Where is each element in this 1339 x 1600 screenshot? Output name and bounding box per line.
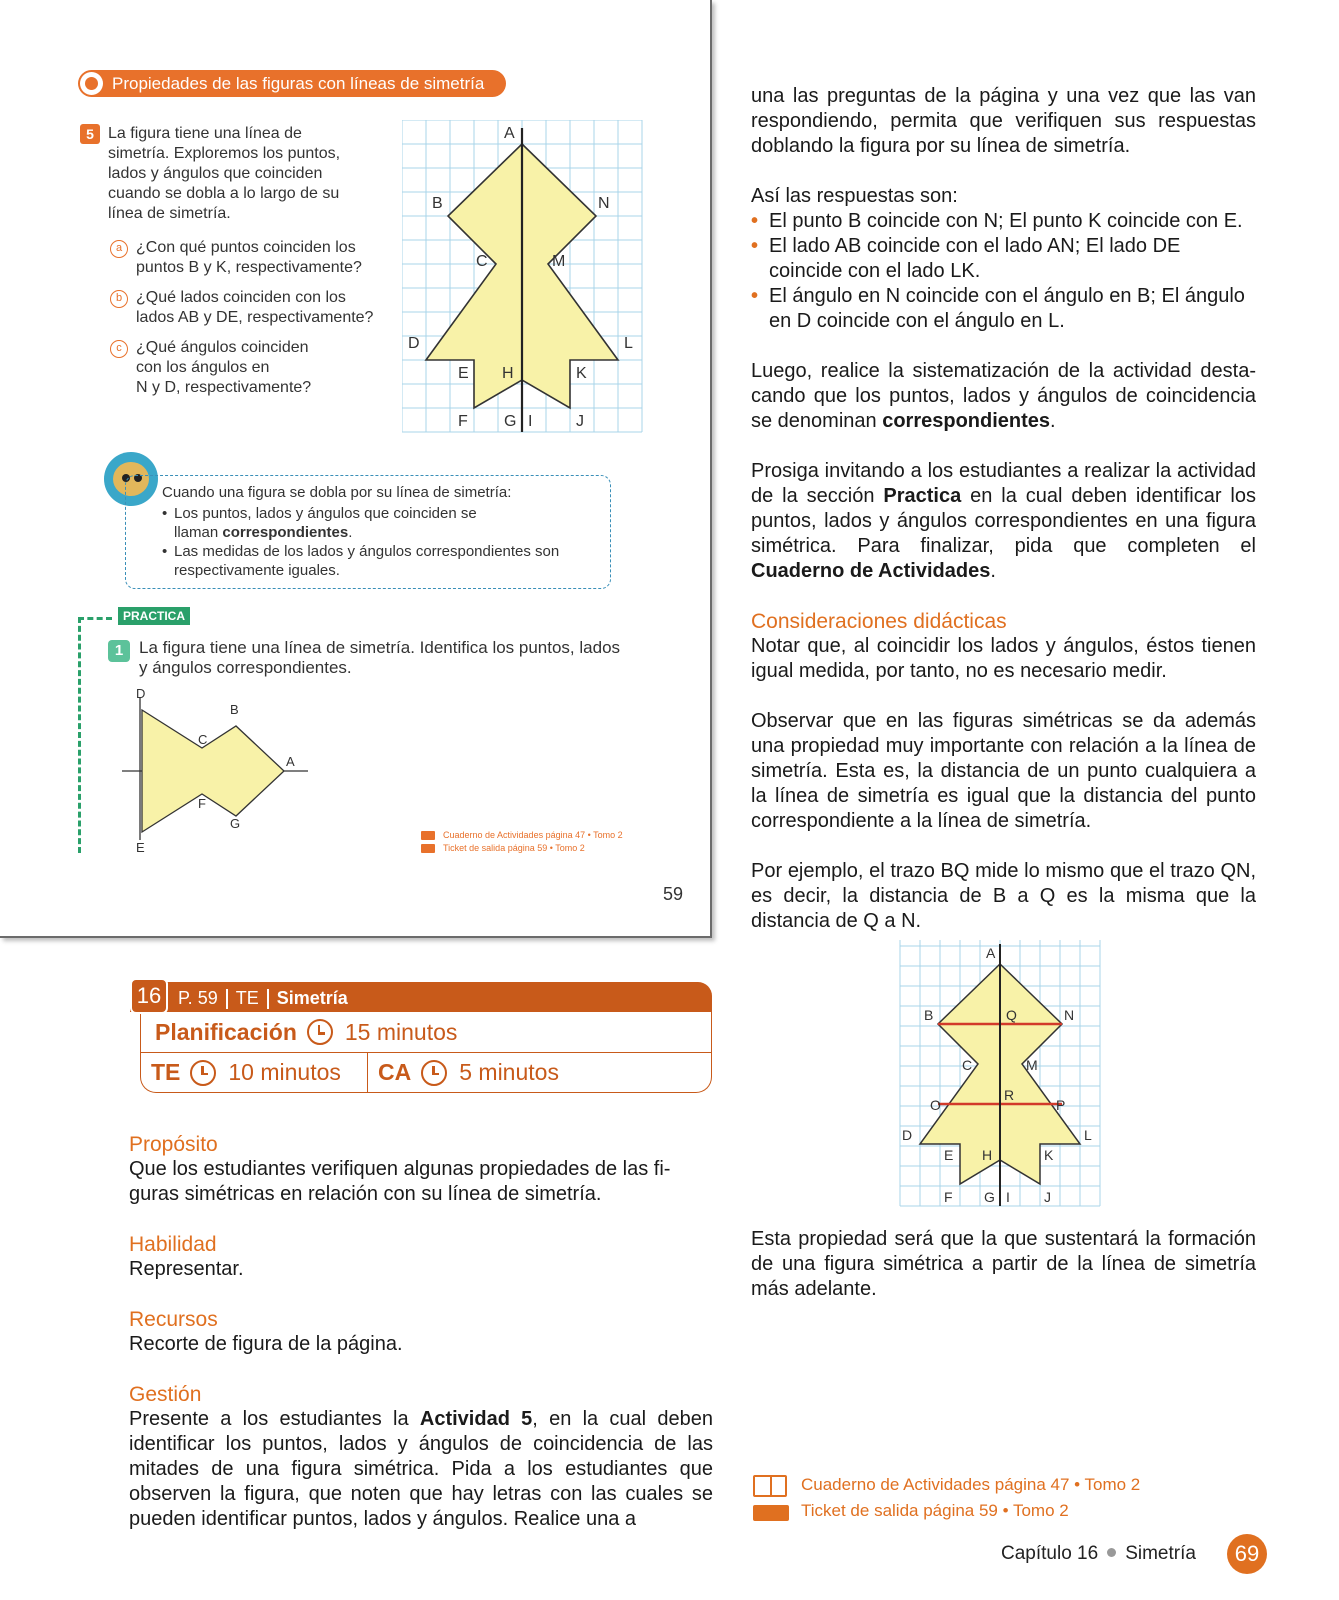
question-a: a ¿Con qué puntos coinciden los puntos B y K, respectivamente? bbox=[108, 238, 408, 278]
planning-table-header: 16 P. 59 TE Simetría bbox=[130, 982, 712, 1012]
label-c: C bbox=[476, 253, 488, 270]
label-b: B bbox=[230, 702, 239, 717]
label-c: C bbox=[198, 732, 208, 747]
open-book-icon bbox=[753, 1475, 787, 1497]
question-b: b ¿Qué lados coinciden con los lados AB y DE, respectivamente? bbox=[108, 288, 408, 328]
label-k: K bbox=[576, 365, 587, 382]
right-column-closing: Esta propiedad será que la que sustentará la formación de una figura simétrica a partir de la línea de simetría más adelante. bbox=[751, 1228, 1256, 1300]
label-b: B bbox=[924, 1007, 934, 1023]
info-box bbox=[125, 475, 611, 589]
symmetric-figure-grid bbox=[402, 120, 644, 436]
label-h: H bbox=[502, 365, 514, 382]
label-d: D bbox=[902, 1127, 913, 1143]
label-q: Q bbox=[1006, 1007, 1017, 1023]
label-a: A bbox=[504, 125, 515, 142]
gestion-paragraph: Presente a los estudiantes la Actividad 5, en la cual deben identificar los puntos, lados y ángulos de coincidencia de las mitades de una figura simétrica. Pida a los estudiantes que observen la figura, que noten que hay letras con las cuales se pueden identificar puntos, lados y ángulos. Realice una a bbox=[129, 1408, 713, 1530]
practica-number: 1 bbox=[108, 640, 130, 662]
label-l: L bbox=[624, 335, 633, 352]
label-n: N bbox=[598, 195, 610, 212]
book-page-number: 59 bbox=[663, 884, 684, 904]
label-d: D bbox=[136, 688, 146, 701]
info-item: • Los puntos, lados y ángulos que coinciden se llaman correspondientes. bbox=[162, 504, 610, 542]
section-title-tag bbox=[78, 70, 506, 97]
heading-habilidad: Habilidad bbox=[129, 1233, 217, 1256]
book-icon bbox=[421, 831, 435, 840]
label-i: I bbox=[528, 413, 533, 430]
answer-bullet: • El ángulo en N coincide con el ángulo en B; El ángulo en D coincide con el ángulo en L. bbox=[751, 284, 1256, 334]
time-split-row: TE 10 minutos CA 5 minutos bbox=[141, 1052, 711, 1092]
label-f: F bbox=[458, 413, 468, 430]
info-item: • Las medidas de los lados y ángulos correspondientes son respectivamente iguales. bbox=[162, 542, 610, 580]
label-f: F bbox=[944, 1189, 953, 1205]
page-number-badge: 69 bbox=[1227, 1534, 1267, 1574]
page-footer: Capítulo 16 Simetría bbox=[1001, 1543, 1196, 1564]
question-badge: b bbox=[110, 290, 128, 308]
label-i: I bbox=[1006, 1189, 1010, 1205]
heading-recursos: Recursos bbox=[129, 1308, 218, 1331]
separator-dot bbox=[1107, 1548, 1116, 1557]
student-book-page bbox=[0, 0, 712, 938]
label-g: G bbox=[984, 1189, 995, 1205]
activity-number: 5 bbox=[80, 124, 100, 144]
label-d: D bbox=[408, 335, 420, 352]
right-column: una las preguntas de la página y una vez que las van respondiendo, permita que verifiquen sus respuestas doblando la figura por su línea de simetría. Así las respuestas son: • El punto B coincide con N; El punto K coincide con E. • El lado AB coincide con el lado AN; El lado DE coincide con el lado LK. • El ángulo en N coincide con el ángulo en B; El ángulo en D coincide con el ángulo en L. Luego, realice la sistematización de la actividad destacando que los puntos, lados y ángulos de coincidencia se denominan correspondientes. Prosiga invitando a los estudiantes a realizar la actividad de la sección Practica en la cual deben identificar los puntos, lados y ángulos correspondientes en una figura simétrica. Para finalizar, pida que completen el Cuaderno de Actividades. Consideraciones didácticas Notar que, al coincidir los lados y ángulos, éstos tienen igual medida, por tanto, no es necesario medir. Observar que en las figuras simétricas se da además una propiedad muy importante con relación a la línea de simetría. Esta es, la distancia de un punto cualquiera a la línea de simetría es igual que la distancia del punto correspondiente a la línea de simetría. Por ejemplo, el trazo BQ mide lo mismo que el trazo QN, es decir, la distancia de B a Q es la misma que la distancia de Q a N. bbox=[751, 84, 1256, 934]
alarm-clock-icon bbox=[307, 1019, 333, 1045]
alarm-clock-icon bbox=[421, 1060, 447, 1086]
question-c: c ¿Qué ángulos coinciden con los ángulos en N y D, respectivamente? bbox=[108, 338, 408, 398]
info-title: Cuando una figura se dobla por su línea de simetría: bbox=[162, 484, 512, 501]
book-references: Cuaderno de Actividades página 47 • Tomo 2 Ticket de salida página 59 • Tomo 2 bbox=[421, 829, 623, 855]
label-j: J bbox=[1044, 1189, 1051, 1205]
label-h: H bbox=[982, 1147, 993, 1163]
label-f: F bbox=[198, 796, 206, 811]
label-m: M bbox=[1026, 1057, 1038, 1073]
ticket-icon bbox=[421, 844, 435, 853]
label-l: L bbox=[1084, 1127, 1092, 1143]
label-p: P bbox=[1056, 1097, 1066, 1113]
answer-bullet: • El punto B coincide con N; El punto K coincide con E. bbox=[751, 209, 1256, 234]
answer-bullet: • El lado AB coincide con el lado AN; El lado DE coincide con el lado LK. bbox=[751, 234, 1256, 284]
heading-proposito: Propósito bbox=[129, 1133, 218, 1156]
alarm-clock-icon bbox=[190, 1060, 216, 1086]
practica-statement: La figura tiene una línea de simetría. Identifica los puntos, lados y ángulos correspondientes. bbox=[139, 638, 621, 677]
label-a: A bbox=[986, 945, 996, 961]
section-title: Propiedades de las figuras con líneas de simetría bbox=[112, 74, 485, 93]
planning-table bbox=[130, 982, 712, 1093]
planning-row: Planificación 15 minutos bbox=[155, 1018, 458, 1045]
label-b: B bbox=[432, 195, 443, 212]
symmetry-distance-figure bbox=[898, 940, 1108, 1210]
practica-divider-top bbox=[78, 617, 112, 620]
label-g: G bbox=[230, 816, 241, 831]
label-j: J bbox=[576, 413, 584, 430]
label-e: E bbox=[944, 1147, 954, 1163]
label-n: N bbox=[1064, 1007, 1075, 1023]
label-e: E bbox=[136, 840, 145, 855]
lesson-number: 16 bbox=[130, 978, 168, 1014]
practica-figure bbox=[118, 688, 318, 858]
question-badge: a bbox=[110, 240, 128, 258]
ticket-icon bbox=[753, 1505, 789, 1521]
label-a: A bbox=[286, 754, 295, 769]
practica-tag: PRACTICA bbox=[118, 607, 190, 625]
question-badge: c bbox=[110, 340, 128, 358]
practica-divider bbox=[78, 617, 81, 853]
label-e: E bbox=[458, 365, 469, 382]
left-column: Propósito Que los estudiantes verifiquen algunas propiedades de las fi- guras simétricas en relación con su línea de simetría. Habilidad Representar. Recursos Recorte de figura de la página. Gestión Presente a los estudiantes la Actividad 5, en la cual deben identificar los puntos, lados y ángulos de coincidencia de las mitades de una figura simétrica. Pida a los estudiantes que observen la figura, que noten que hay letras con las cuales se pueden identificar puntos, lados y ángulos. Realice una a bbox=[129, 1133, 713, 1530]
label-k: K bbox=[1044, 1147, 1054, 1163]
label-m: M bbox=[552, 253, 566, 270]
label-o: O bbox=[930, 1097, 941, 1113]
label-r: R bbox=[1004, 1087, 1015, 1103]
resource-references: Cuaderno de Actividades página 47 • Tomo 2 Ticket de salida página 59 • Tomo 2 bbox=[751, 1472, 1140, 1524]
label-g: G bbox=[504, 413, 517, 430]
bullet-circle-icon bbox=[80, 72, 103, 95]
heading-gestion: Gestión bbox=[129, 1383, 202, 1406]
label-c: C bbox=[962, 1057, 973, 1073]
heading-consideraciones: Consideraciones didácticas bbox=[751, 610, 1007, 633]
activity-statement: La figura tiene una línea de simetría. Exploremos los puntos, lados y ángulos que coinciden cuando se dobla a lo largo de su línea de simetría. bbox=[108, 125, 341, 222]
